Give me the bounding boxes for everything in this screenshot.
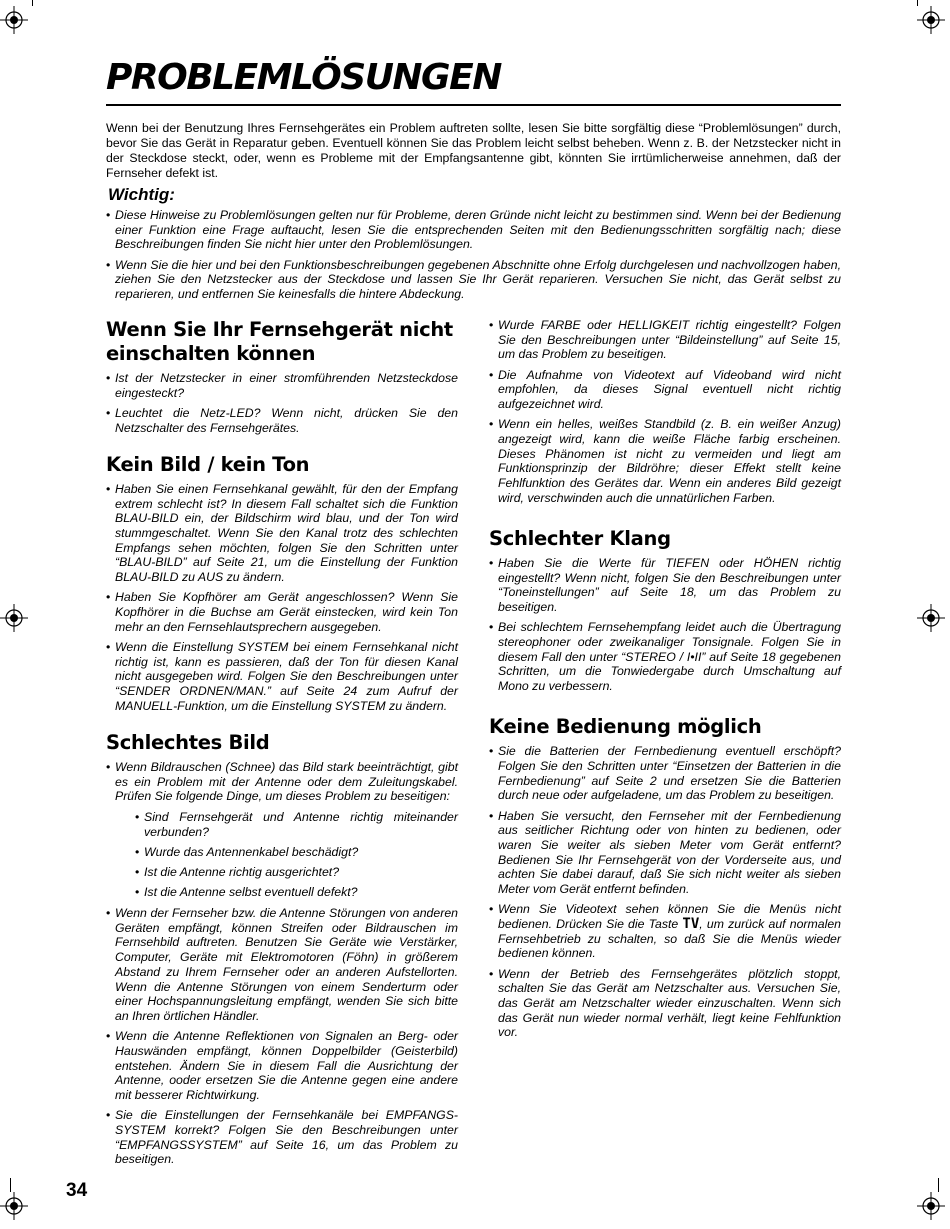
schlechtes-bild-continued-list xyxy=(489,318,841,505)
kein-bild-list xyxy=(106,482,458,714)
list-item-text: Wenn Sie Videotext sehen können Sie die Menüs nicht bedienen. Drücken Sie die Taste xyxy=(498,902,841,931)
section-heading-schlechtes-bild: Schlechtes Bild xyxy=(106,730,270,754)
registration-mark-bottom-left-icon xyxy=(0,1192,28,1220)
crop-line-top-left xyxy=(32,0,33,6)
title-rule xyxy=(106,104,841,106)
check-item: • Wurde das Antennenkabel beschädigt? xyxy=(135,845,458,860)
list-item: • Wenn die Antenne Reflektionen von Signalen an Berg- oder Hauswänden empfängt, können Doppelbilder (Geisterbild) entstehen. Ändern Sie in diesem Fall die Ausrichtung der Antenne, ooder ersetzen Sie die Antenne gegen eine andere mit besserer Richtwirkung. xyxy=(106,1029,458,1103)
page-title: PROBLEMLÖSUNGEN xyxy=(106,57,501,98)
wichtig-heading: Wichtig: xyxy=(108,185,175,204)
schlechter-klang-list xyxy=(489,556,841,694)
schlechtes-bild-list xyxy=(106,760,458,1167)
list-item: • Die Aufnahme von Videotext auf Videoband wird nicht empfohlen, da dieses Signal eventuell nicht richtig aufgezeichnet wird. xyxy=(489,368,841,412)
check-list xyxy=(115,810,458,900)
list-item xyxy=(489,902,841,961)
einschalten-list xyxy=(106,371,458,435)
list-item: • Wenn die Einstellung SYSTEM bei einem Fernsehkanal nicht richtig ist, kann es passieren, daß der Ton für diesen Kanal nicht ausgegeben wird. Folgen Sie den Beschreibungen unter “SENDER ORDNEN/MAN.” auf Seite 24 zum Aufruf der MANUELL-Funktion, um die Einstellung SYSTEM zu ändern. xyxy=(106,640,458,714)
wichtig-list xyxy=(106,208,841,307)
list-item: • Leuchtet die Netz-LED? Wenn nicht, drücken Sie den Netzschalter des Fernsehgerätes. xyxy=(106,406,458,435)
list-item: • Haben Sie versucht, den Fernseher mit der Fernbedienung aus seitlicher Richtung oder von hinten zu bedienen, oder waren Sie weiter als sieben Meter vom Gerät entfernt? Bedienen Sie Ihr Fernsehgerät von der Vorderseite aus, und achten Sie dabei darauf, daß Sie sich nicht weiter als sieben Meter vom Gerät entfernt befinden. xyxy=(489,809,841,897)
check-item: • Ist die Antenne selbst eventuell defekt? xyxy=(135,885,458,900)
list-item: • Bei schlechtem Fernsehempfang leidet auch die Übertragung stereophoner oder zweikanaliger Tonsignale. Folgen Sie in diesem Fall den unter “STEREO / I•II” auf Seite 18 gegebenen Schritten, um die Tonwiedergabe durch Umschaltung auf Mono zu verbessern. xyxy=(489,620,841,694)
section-heading-kein-bild: Kein Bild / kein Ton xyxy=(106,452,310,476)
list-item-text: Wenn Bildrauschen (Schnee) das Bild stark beeinträchtigt, gibt es ein Problem mit der Antenne oder dem Zuleitungskabel. Prüfen Sie folgende Dinge, um dieses Problem zu beseitigen: xyxy=(115,759,458,804)
section-heading-schlechter-klang: Schlechter Klang xyxy=(489,526,671,550)
list-item: • Wenn der Betrieb des Fernsehgerätes plötzlich stoppt, schalten Sie das Gerät am Netzschalter aus. Versuchen Sie, das Gerät am Netzschalter wieder einzuschalten. Wenn sich das Gerät nun wieder normal verhält, liegt keine Fehlfunktion vor. xyxy=(489,967,841,1041)
page-number: 34 xyxy=(66,1180,88,1201)
list-item-text: , um zurück auf normalen Fernsehbetrieb zu schalten, so daß Sie die Menüs wieder bedienen können. xyxy=(498,917,841,961)
section-heading-keine-bedienung: Keine Bedienung möglich xyxy=(489,715,762,739)
registration-mark-top-left-icon xyxy=(0,6,28,34)
list-item: • Wenn ein helles, weißes Standbild (z. B. ein weißer Anzug) angezeigt wird, kann die weiße Fläche farbig erscheinen. Dieses Phänomen ist nicht zu vermeiden und liegt am Funktionsprinzip der Bildröhre; dieser Effekt stellt keine Fehlfunktion des Gerätes dar. Wenn ein anderes Bild gezeigt wird, verschwinden auch die unnatürlichen Farben. xyxy=(489,417,841,505)
list-item: • Wurde FARBE oder HELLIGKEIT richtig eingestellt? Folgen Sie den Beschreibungen unter “Bildeinstellung” auf Seite 15, um das Problem zu beseitigen. xyxy=(489,318,841,362)
registration-mark-mid-right-icon xyxy=(917,604,945,632)
registration-mark-mid-left-icon xyxy=(0,604,28,632)
list-item: • Sie die Einstellungen der Fernsehkanäle bei EMPFANGS-SYSTEM korrekt? Folgen Sie den Beschreibungen unter “EMPFANGSSYSTEM” auf Seite 16, um das Problem zu beseitigen. xyxy=(106,1108,458,1167)
list-item: • Ist der Netzstecker in einer stromführenden Netzsteckdose eingesteckt? xyxy=(106,371,458,400)
registration-mark-top-right-icon xyxy=(917,6,945,34)
right-column xyxy=(489,318,841,1046)
wichtig-item: • Diese Hinweise zu Problemlösungen gelten nur für Probleme, deren Gründe nicht leicht zu bestimmen sind. Wenn bei der Bedienung einer Funktion eine Frage auftaucht, lesen Sie die entsprechenden Seiten mit den Bedienungsschritten sorgfältig nach; diese Beschreibungen finden Sie nicht hier unter den Problemlösungen. xyxy=(106,208,841,252)
tv-key-label: TV xyxy=(682,916,700,932)
crop-line-bottom-right xyxy=(938,1178,939,1192)
intro-paragraph: Wenn bei der Benutzung Ihres Fernsehgerätes ein Problem auftreten sollte, lesen Sie bitte sorgfältig diese “Problemlösungen” durch, bevor Sie das Gerät in Reparatur geben. Eventuell können Sie das Problem leicht selbst beheben. Wenn z. B. der Netzstecker nicht in der Steckdose steckt, oder, wenn es Probleme mit der Empfangsantenne gibt, könnten Sie irrtümlicherweise annehmen, daß der Fernseher defekt ist. xyxy=(106,121,841,180)
wichtig-item: • Wenn Sie die hier und bei den Funktionsbeschreibungen gegebenen Abschnitte ohne Erfolg durchgelesen und nachvollzogen haben, ziehen Sie den Netzstecker aus der Steckdose und lassen Sie Ihr Gerät reparieren. Versuchen Sie nicht, das Gerät selbst zu reparieren, und entfernen Sie keinesfalls die hintere Abdeckung. xyxy=(106,258,841,302)
list-item: • Wenn der Fernseher bzw. die Antenne Störungen von anderen Geräten empfängt, können Streifen oder Bildrauschen im Fernsehbild auftreten. Benutzen Sie Geräte wie Verstärker, Computer, Geräte mit Elektromotoren (Föhn) in größerem Abstand zu Ihrem Fernseher oder an anderen Aufstellorten. Wenn die Antenne Störungen von einem Senderturm oder einer Hochspannungsleitung empfängt, wenden Sie sich bitte an Ihren örtlichen Händler. xyxy=(106,906,458,1024)
keine-bedienung-list xyxy=(489,744,841,1040)
section-heading-einschalten: Wenn Sie Ihr Fernsehgerät nicht einschalten können xyxy=(106,318,453,365)
list-item: • Haben Sie Kopfhörer am Gerät angeschlossen? Wenn Sie Kopfhörer in die Buchse am Gerät einstecken, wird kein Ton mehr an den Fernsehlautsprechern ausgegeben. xyxy=(106,590,458,634)
crop-line-bottom-left xyxy=(10,1178,11,1192)
crop-line-top-right xyxy=(917,0,918,6)
list-item: • Haben Sie einen Fernsehkanal gewählt, für den der Empfang extrem schlecht ist? In diesem Fall schaltet sich die Funktion BLAU-BILD ein, der Bildschirm wird blau, und der Ton wird stummgeschaltet. Wenn Sie den Kanal trotz des schlechten Empfangs sehen möchten, folgen Sie den Schritten unter “BLAU-BILD” auf Seite 21, um die Einstellung der Funktion BLAU-BILD zu AUS zu ändern. xyxy=(106,482,458,585)
left-column xyxy=(106,318,458,1172)
list-item: • Haben Sie die Werte für TIEFEN oder HÖHEN richtig eingestellt? Wenn nicht, folgen Sie den Beschreibungen unter “Toneinstellungen” auf Seite 18, um das Problem zu beseitigen. xyxy=(489,556,841,615)
list-item xyxy=(106,760,458,900)
check-item: • Sind Fernsehgerät und Antenne richtig miteinander verbunden? xyxy=(135,810,458,839)
registration-mark-bottom-right-icon xyxy=(917,1192,945,1220)
check-item: • Ist die Antenne richtig ausgerichtet? xyxy=(135,865,458,880)
list-item: • Sie die Batterien der Fernbedienung eventuell erschöpft? Folgen Sie den Schritten unter “Einsetzen der Batterien in die Fernbedienung” auf Seite 2 und ersetzen Sie die Batterien durch neue oder aufgeladene, um das Problem zu beseitigen. xyxy=(489,744,841,803)
